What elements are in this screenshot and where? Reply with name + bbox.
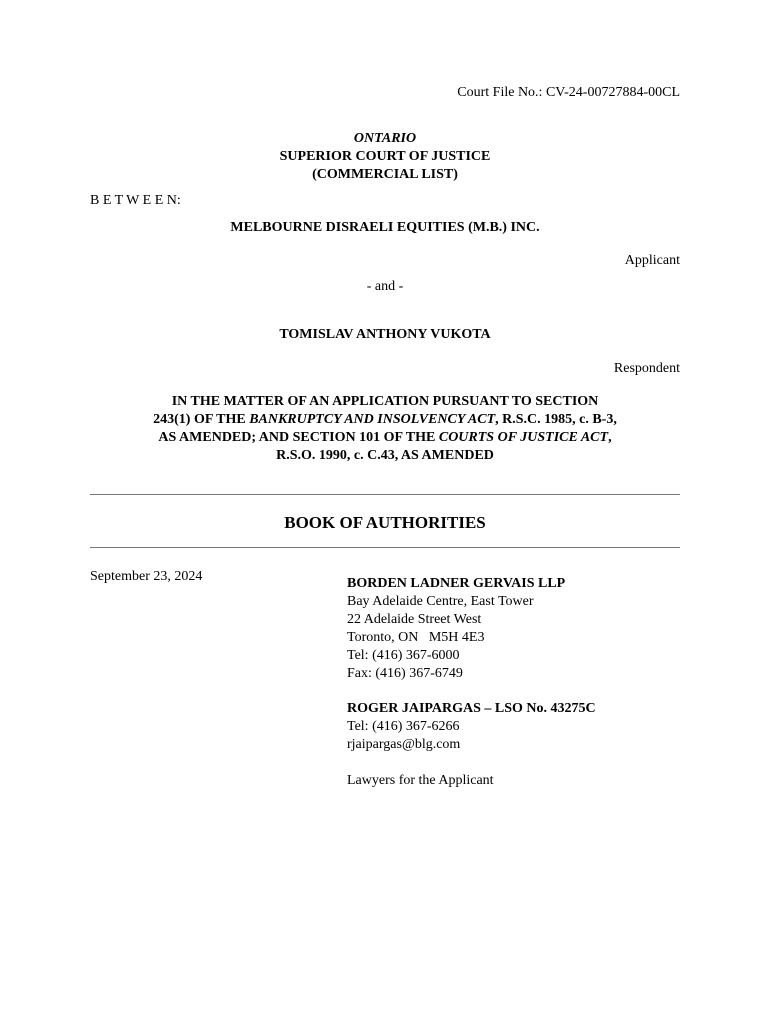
applicant-role: Applicant — [624, 253, 680, 268]
bia-act-title: BANKRUPTCY AND INSOLVENCY ACT — [249, 412, 496, 427]
court-file-number: Court File No.: CV-24-00727884-00CL — [457, 85, 680, 100]
cja-act-title: COURTS OF JUSTICE ACT — [438, 430, 609, 445]
court-list: (COMMERCIAL LIST) — [312, 167, 458, 182]
applicant-name: MELBOURNE DISRAELI EQUITIES (M.B.) INC. — [230, 220, 540, 235]
respondent-role: Respondent — [613, 361, 680, 376]
firm-tel: Tel: (416) 367-6000 — [347, 648, 460, 663]
respondent-name: TOMISLAV ANTHONY VUKOTA — [279, 327, 491, 342]
matter-line-1: IN THE MATTER OF AN APPLICATION PURSUANT TO SECTION — [171, 394, 599, 409]
and-label: - and - — [366, 279, 404, 294]
between-label: B E T W E E N: — [90, 193, 181, 208]
document-title: BOOK OF AUTHORITIES — [284, 513, 486, 532]
matter-line-3-a: AS AMENDED; AND SECTION 101 OF THE — [158, 430, 439, 445]
firm-address-1: Bay Adelaide Centre, East Tower — [347, 594, 534, 609]
matter-line-2-c: , R.S.C. 1985, c. B-3, — [495, 412, 617, 427]
bottom-rule — [90, 547, 680, 548]
firm-fax: Fax: (416) 367-6749 — [347, 666, 463, 681]
firm-city: Toronto, ON M5H 4E3 — [347, 630, 485, 645]
document-date: September 23, 2024 — [90, 569, 203, 584]
matter-line-3 — [90, 429, 680, 447]
matter-line-2-a: 243(1) OF THE — [153, 412, 250, 427]
lawyer-name: ROGER JAIPARGAS – LSO No. 43275C — [347, 701, 596, 716]
lawyer-email[interactable]: rjaipargas@blg.com — [347, 737, 461, 752]
firm-address-2: 22 Adelaide Street West — [347, 612, 482, 627]
matter-line-2 — [90, 411, 680, 429]
firm-block — [347, 575, 565, 683]
firm-name: BORDEN LADNER GERVAIS LLP — [347, 576, 566, 591]
lawyer-block — [347, 700, 596, 754]
court-heading — [90, 130, 680, 184]
lawyers-for-label: Lawyers for the Applicant — [347, 773, 494, 788]
lawyer-tel: Tel: (416) 367-6266 — [347, 719, 460, 734]
matter-heading — [90, 393, 680, 465]
court-province: ONTARIO — [353, 131, 417, 146]
matter-line-4: R.S.O. 1990, c. C.43, AS AMENDED — [276, 448, 494, 463]
court-name: SUPERIOR COURT OF JUSTICE — [279, 149, 491, 164]
top-rule — [90, 494, 680, 495]
matter-line-3-c: , — [608, 430, 612, 445]
